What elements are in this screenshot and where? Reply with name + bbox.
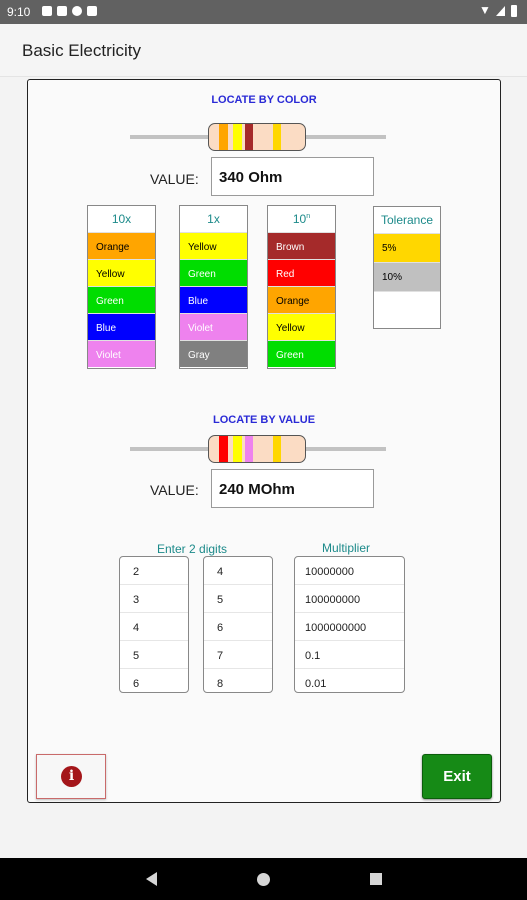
color-band-4 — [273, 124, 281, 151]
resistor-body — [208, 435, 306, 463]
second-digit-item[interactable]: 7 — [204, 641, 272, 669]
value-band-4 — [273, 436, 281, 463]
first-digit-item[interactable]: 5 — [120, 641, 188, 669]
resistor-panel — [27, 79, 501, 803]
first-digit-item[interactable]: 4 — [120, 613, 188, 641]
ones-option[interactable]: Gray — [180, 340, 247, 367]
app-bar — [0, 24, 527, 77]
tens-option[interactable]: Orange — [88, 232, 155, 259]
multiplier-list-item[interactable]: 0.1 — [295, 641, 404, 669]
app-title: Basic Electricity — [22, 41, 142, 60]
color-value-label: VALUE: — [150, 171, 199, 187]
value-band-2 — [233, 436, 242, 463]
tolerance-option[interactable]: 10% — [374, 262, 440, 291]
tolerance-column[interactable] — [373, 206, 441, 329]
multiplier-header-exponent: n — [306, 213, 311, 220]
navigation-bar — [0, 858, 527, 900]
first-digit-item[interactable]: 2 — [120, 557, 188, 585]
ones-header: 1x — [207, 212, 220, 226]
first-digit-list[interactable] — [119, 556, 189, 693]
second-digit-list[interactable] — [203, 556, 273, 693]
battery-icon — [511, 5, 517, 17]
multiplier-option[interactable]: Yellow — [268, 313, 335, 340]
ones-option[interactable]: Blue — [180, 286, 247, 313]
recents-icon[interactable] — [370, 873, 382, 885]
tens-option[interactable]: Violet — [88, 340, 155, 367]
tolerance-option[interactable] — [374, 291, 440, 320]
ones-option[interactable]: Green — [180, 259, 247, 286]
value-resistor — [130, 435, 386, 463]
multiplier-option[interactable]: Brown — [268, 232, 335, 259]
multiplier-header — [268, 206, 335, 232]
info-button[interactable] — [36, 754, 106, 799]
play-store-icon — [72, 6, 82, 16]
second-digit-item[interactable]: 4 — [204, 557, 272, 585]
multiplier-header-base: 10 — [292, 212, 307, 226]
tens-option[interactable]: Green — [88, 286, 155, 313]
multiplier-list[interactable] — [294, 556, 405, 693]
tens-option[interactable]: Yellow — [88, 259, 155, 286]
exit-button[interactable]: Exit — [422, 754, 492, 799]
status-time: 9:10 — [7, 5, 31, 19]
image-icon — [57, 6, 67, 16]
info-icon: i — [61, 766, 82, 787]
value-value-label: VALUE: — [150, 482, 199, 498]
first-digit-item[interactable]: 3 — [120, 585, 188, 613]
multiplier-list-item[interactable]: 100000000 — [295, 585, 404, 613]
home-icon[interactable] — [257, 873, 270, 886]
first-digit-item[interactable]: 6 — [120, 669, 188, 693]
value-value-field: 240 MOhm — [211, 469, 374, 508]
tolerance-header: Tolerance — [380, 213, 434, 227]
second-digit-item[interactable]: 5 — [204, 585, 272, 613]
color-band-1 — [219, 124, 228, 151]
ones-option[interactable]: Yellow — [180, 232, 247, 259]
color-value-field: 340 Ohm — [211, 157, 374, 196]
ones-digit-column[interactable] — [179, 205, 248, 369]
tolerance-option[interactable]: 5% — [374, 233, 440, 262]
tens-option[interactable]: Blue — [88, 313, 155, 340]
resistor-body — [208, 123, 306, 151]
enter-digits-label: Enter 2 digits — [157, 542, 228, 556]
wifi-icon: ▼ — [479, 3, 491, 17]
sd-card-icon — [87, 6, 97, 16]
color-resistor — [130, 123, 386, 151]
color-band-3 — [245, 124, 253, 151]
value-band-3 — [245, 436, 253, 463]
back-icon[interactable] — [146, 872, 157, 886]
second-digit-item[interactable]: 6 — [204, 613, 272, 641]
multiplier-option[interactable]: Orange — [268, 286, 335, 313]
multiplier-option[interactable]: Green — [268, 340, 335, 367]
tens-digit-column[interactable] — [87, 205, 156, 369]
locate-by-color-title: LOCATE BY COLOR — [211, 94, 317, 106]
multiplier-list-item[interactable]: 10000000 — [295, 557, 404, 585]
ones-option[interactable]: Violet — [180, 313, 247, 340]
signal-icon — [496, 6, 505, 16]
multiplier-list-item[interactable]: 0.01 — [295, 669, 404, 693]
locate-by-value-title: LOCATE BY VALUE — [212, 414, 316, 426]
second-digit-item[interactable]: 8 — [204, 669, 272, 693]
color-band-2 — [233, 124, 242, 151]
multiplier-option[interactable]: Red — [268, 259, 335, 286]
notification-icon — [42, 6, 52, 16]
multiplier-list-item[interactable]: 1000000000 — [295, 613, 404, 641]
value-band-1 — [219, 436, 228, 463]
multiplier-list-label: Multiplier — [322, 541, 371, 555]
status-bar — [0, 0, 527, 24]
tens-header: 10x — [111, 212, 132, 226]
multiplier-column[interactable] — [267, 205, 336, 369]
